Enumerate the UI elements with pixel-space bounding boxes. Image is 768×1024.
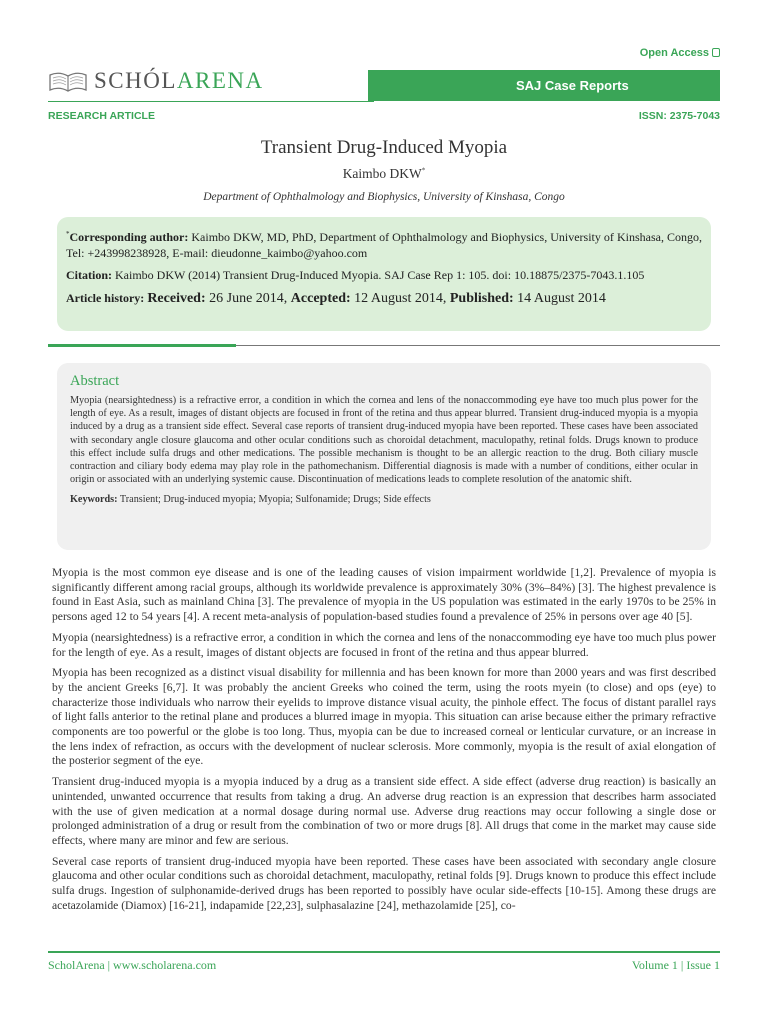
- logo-text-arena: ARENA: [176, 68, 264, 93]
- accepted-label: Accepted:: [290, 290, 351, 306]
- article-type-label: RESEARCH ARTICLE: [48, 110, 155, 122]
- citation: [66, 268, 702, 284]
- corresponding-author: [66, 227, 702, 261]
- body-paragraph: Transient drug-induced myopia is a myopia induced by a drug as a transient side effect. A side effect (adverse drug reaction) is basically an unintended, unwanted occurrence that results from taking a drug. An adverse drug reaction is an expression that describes harm associated with the use of given medication at a normal dosage during normal use. Adverse drug reactions may occur following a single dose or prolonged administration of a drug or result from the combination of two or more drugs [8]. All drugs that come in the market may cause side effects, where many are minor and few are serious.: [52, 775, 716, 847]
- author-affiliation: Department of Ophthalmology and Biophysics, University of Kinshasa, Congo: [203, 191, 565, 203]
- section-divider-accent: [48, 344, 236, 347]
- accepted-date: 12 August 2014,: [350, 290, 450, 306]
- keywords: [70, 493, 698, 506]
- journal-name: SAJ Case Reports: [516, 78, 629, 93]
- received-label: Received:: [147, 290, 206, 306]
- article-author: [0, 166, 768, 182]
- abstract-heading: Abstract: [70, 373, 120, 389]
- logo-underline: [48, 101, 374, 102]
- corr-mark: *: [66, 230, 70, 238]
- received-date: 26 June 2014,: [205, 290, 291, 306]
- footer-divider: [48, 951, 720, 953]
- corr-label: Corresponding author:: [69, 230, 189, 244]
- article-history: [66, 291, 702, 307]
- body-paragraph: Myopia (nearsightedness) is a refractive error, a condition in which the cornea and lens of the nonaccommoding eye have too much plus power for the length of eye. As a result, images of distant objects are focused in front of the retina and thus appear blurred.: [52, 630, 716, 659]
- body-paragraph: Myopia is the most common eye disease and is one of the leading causes of vision impairment worldwide [1,2]. Prevalence of myopia is significantly different among racial groups, although its worldwide prevalence is approximately 30% (3%–84%) [3]. The highest prevalence is found in East Asia, such as mainland China [3]. The prevalence of myopia in the US population was estimated in the early 1970s to be 25% in persons aged 12 to 54 years [4]. A recent meta-analysis of population-based studies found a prevalence of 25% in persons over age 40 [5].: [52, 566, 716, 624]
- scholarena-logo[interactable]: [48, 64, 264, 98]
- published-label: Published:: [449, 290, 514, 306]
- keywords-label: Keywords:: [70, 494, 118, 506]
- citation-text: Kaimbo DKW (2014) Transient Drug-Induced Myopia. SAJ Case Rep 1: 105. doi: 10.18875/2375-7043.1.105: [112, 268, 645, 282]
- abstract-box: [57, 363, 711, 550]
- abstract-text: Myopia (nearsightedness) is a refractive error, a condition in which the cornea and lens of the nonaccommoding eye have too much plus power for the length of eye. As a result, images of distant objects are focused in front of the retina and thus appear blurred. Transient drug-induced myopia is a myopia induced by a drug as a transient side effect. Several case reports of transient drug-induced myopia have been reported. These cases have been associated with secondary angle closure glaucoma and other ocular conditions such as choroidal detachment, maculopathy, retinal folds. Drugs known to produce this effect include sulfa drugs and other medications. The possible mechanism is thought to be an allergic reaction to the drug. Both ciliary muscle contraction and ciliary body edema may play role in the pathomechanism. Differential diagnosis is made with a number of conditions, either ocular in origin or associated with an underlying systemic cause. Discontinuation of medications leads to complete resolution of the anatomic shift.: [70, 395, 698, 486]
- article-title: Transient Drug-Induced Myopia: [260, 137, 508, 158]
- open-access-label[interactable]: [640, 47, 720, 59]
- citation-label: Citation:: [66, 268, 112, 282]
- corr-text: Kaimbo DKW, MD, PhD, Department of Ophthalmology and Biophysics, University of Kinshasa, Congo, Tel: +243998238928, E-mail: dieudonne_kaimbo@yahoo.com: [66, 230, 702, 260]
- author-name: Kaimbo DKW: [342, 166, 422, 181]
- page-header: [0, 0, 768, 130]
- article-info-box: [57, 217, 711, 331]
- open-access-text: Open Access: [639, 47, 709, 59]
- body-paragraph: Myopia has been recognized as a distinct visual disability for millennia and has been known for more than 2000 years and was first described by the ancient Greeks [6,7]. It was probably the ancient Greeks who coined the term, using the roots myein (to close) and ops (eye) to characterize those individuals who narrow their eyelids to improve distance visual acuity, the pinhole effect. The focus of distant parallel rays of light falls anterior to the retinal plane and produces a blurred image in myopia. This situation can arise because either the primary refractive components are too powerful or the globe is too long. Thus, myopia can be due to increased corneal or lenticular curvature, or an increase in the lens index of refraction, as occurs with the development of nuclear sclerosis. More commonly, myopia is the result of axial elongation of the posterior segment of the eye.: [52, 666, 716, 768]
- journal-banner[interactable]: [368, 70, 720, 101]
- published-date: 14 August 2014: [513, 290, 606, 306]
- footer-volume: Volume 1 | Issue 1: [631, 958, 720, 972]
- author-mark: *: [421, 166, 426, 175]
- article-body: [52, 566, 716, 919]
- logo-text-schol: SCHÓL: [94, 68, 177, 93]
- issn-label: ISSN: 2375-7043: [638, 110, 720, 122]
- history-label: Article history:: [66, 290, 145, 305]
- logo-wordmark: [94, 68, 264, 94]
- footer-site[interactable]: ScholArena | www.scholarena.com: [48, 958, 217, 972]
- open-lock-icon: [712, 48, 720, 57]
- body-paragraph: Several case reports of transient drug-induced myopia have been reported. These cases have been associated with secondary angle closure glaucoma and other ocular conditions such as choroidal detachment, maculopathy, retinal folds [9]. Drugs known to produce this effect include sulfa drugs. Ingestion of sulphonamide-derived drugs has been reported to possibly have ocular side-effects [10-15]. Among these drugs are acetazolamide (Diamox) [16-21], indapamide [22,23], sulphasalazine [24], methazolamide [25], co-: [52, 854, 716, 912]
- open-book-icon: [48, 69, 88, 93]
- keywords-list: Transient; Drug-induced myopia; Myopia; Sulfonamide; Drugs; Side effects: [117, 494, 431, 506]
